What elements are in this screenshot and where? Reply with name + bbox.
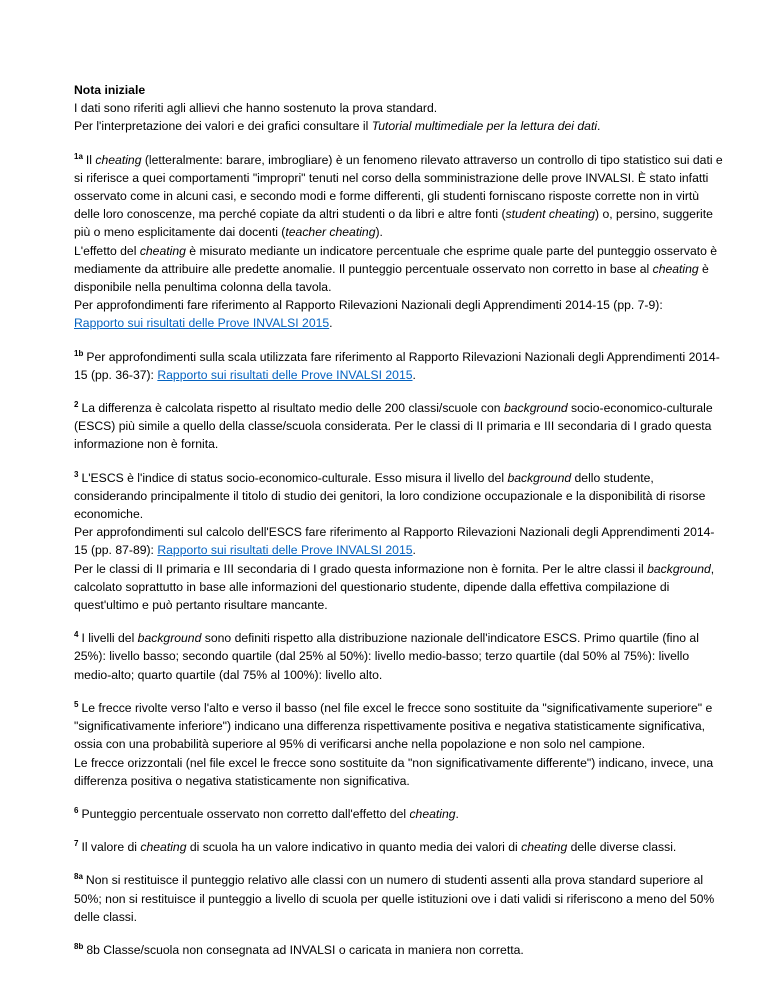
footnote-6-par (74, 805, 728, 823)
footnote-4-par (74, 629, 728, 684)
term-background: background (503, 401, 568, 416)
text: delle diverse classi. (567, 840, 677, 855)
term-background: background (647, 561, 711, 576)
footnote-7 (74, 838, 728, 856)
text: Il (85, 152, 96, 167)
text: Non si restituisce il punteggio relativo alle classi con un numero di studenti assenti alla prova standard superiore al 50%; non si restituisce il punteggio a livello di scuola per quelle istituzioni ove i dati validi si riferiscono a meno del 50% delle classi. (74, 873, 715, 924)
text: socio-economico-culturale (ESCS) più simile a quello della classe/scuola considerata. Per le classi di II primaria e III secondaria di I grado questa informazione non è fornita. (74, 401, 713, 452)
footnote-5-par-1 (74, 699, 728, 754)
intro-line-2-end: . (597, 119, 601, 134)
term-cheating: cheating (95, 152, 142, 167)
term-cheating: cheating (409, 806, 456, 821)
term-background: background (507, 470, 572, 485)
footnote-mark-3: 3 (74, 469, 79, 479)
text: Il valore di (81, 840, 141, 855)
footnote-1a-par-1 (74, 151, 728, 242)
text: . (412, 367, 416, 382)
text: , calcolato soprattutto in base alle informazioni del questionario studente, dipende dalla effettiva compilazione di quest'ultimo e può pertanto risultare mancante. (74, 561, 715, 613)
footnote-3-par-2 (74, 523, 728, 559)
text: . (329, 316, 333, 331)
text: L'ESCS è l'indice di status socio-economico-culturale. Esso misura il livello del (81, 470, 508, 485)
tutorial-title: Tutorial multimediale per la lettura dei dati (371, 119, 598, 134)
text: Per approfondimenti sul calcolo dell'ESCS fare riferimento al Rapporto Rilevazioni Nazionali degli Apprendimenti 2014-15 (pp. 87-89): (74, 525, 715, 558)
intro-line-1: I dati sono riferiti agli allievi che hanno sostenuto la prova standard. (74, 101, 438, 116)
text: di scuola ha un valore indicativo in quanto media dei valori di (186, 840, 522, 855)
footnote-mark-1b: 1b (74, 348, 84, 358)
term-cheating: cheating (140, 840, 187, 855)
text: dello studente, considerando principalmente il titolo di studio dei genitori, la loro condizione occupazionale e la disponibilità di risorse economiche. (74, 470, 706, 522)
text: . (412, 543, 416, 558)
text: 8b Classe/scuola non consegnata ad INVALSI o caricata in maniera non corretta. (86, 942, 524, 957)
footnote-2-par (74, 399, 728, 454)
intro-line-2 (74, 117, 728, 135)
term-teacher-cheating: teacher cheating (285, 225, 376, 240)
text: ) o, persino, suggerite più o meno esplicitamente dai docenti ( (74, 207, 713, 240)
footnote-8a-par (74, 871, 728, 926)
footnote-3-par-1 (74, 469, 728, 524)
text: (letteralmente: barare, imbrogliare) è un fenomeno rilevato attraverso un controllo di tipo statistico sui dati e si riferisce a quei comportamenti "impropri" tenuti nel corso della somministrazione delle prove INVALSI. È stato infatti osservato come in alcuni casi, e secondo modi e forme differenti, gli studenti forniscano risposte corrette non in virtù delle loro conoscenze, ma perché copiate da altri studenti o da libri e altre fonti ( (74, 152, 723, 222)
footnote-mark-1a: 1a (74, 151, 83, 161)
term-student-cheating: student cheating (505, 207, 595, 222)
term-background: background (137, 631, 202, 646)
footnote-4 (74, 629, 728, 684)
intro-section (74, 81, 728, 136)
text: Per approfondimenti sulla scala utilizzata fare riferimento al Rapporto Rilevazioni Nazionali degli Apprendimenti 2014-15 (pp. 36-37): (74, 349, 720, 382)
footnote-1a (74, 151, 728, 333)
invalsi-report-link[interactable]: Rapporto sui risultati delle Prove INVALSI 2015 (157, 367, 413, 382)
text: è misurato mediante un indicatore percentuale che esprime quale parte del punteggio osservato è mediamente da attribuire alle predette anomalie. Il punteggio percentuale osservato non corretto in base al (74, 243, 718, 276)
footnote-8b (74, 941, 728, 959)
footnote-mark-2: 2 (74, 400, 79, 410)
term-cheating: cheating (139, 243, 186, 258)
footnote-7-par (74, 838, 728, 856)
text: Le frecce rivolte verso l'alto e verso il basso (nel file excel le frecce sono sostituite da "significativamente superiore" e "significativamente inferiore") indicano una differenza rispettivamente positiva e negativa statisticamente significativa, ossia con una probabilità superiore al 95% di verificarsi anche nella popolazione e non solo nel campione. (74, 700, 713, 752)
footnote-mark-7: 7 (74, 839, 79, 849)
footnote-mark-5: 5 (74, 699, 79, 709)
text: Punteggio percentuale osservato non corretto dall'effetto del (81, 806, 410, 821)
footnote-mark-6: 6 (74, 805, 79, 815)
intro-line-2-text: Per l'interpretazione dei valori e dei grafici consultare il (74, 119, 372, 134)
text: I livelli del (81, 631, 138, 646)
footnote-mark-8a: 8a (74, 872, 83, 882)
footnote-2 (74, 399, 728, 454)
text: L'effetto del (74, 243, 140, 258)
footnote-mark-8b: 8b (74, 941, 84, 951)
footnote-1b-par (74, 348, 728, 384)
invalsi-report-link[interactable]: Rapporto sui risultati delle Prove INVALSI 2015 (74, 316, 330, 331)
footnote-5 (74, 699, 728, 790)
footnote-5-par-2: Le frecce orizzontali (nel file excel le frecce sono sostituite da "non significativamente differente") indicano, invece, una differenza positiva o negativa statisticamente non significativa. (74, 755, 714, 788)
footnote-1a-par-3: Per approfondimenti fare riferimento al Rapporto Rilevazioni Nazionali degli Apprendimenti 2014-15 (pp. 7-9): (74, 298, 663, 313)
footnote-3-par-3 (74, 560, 728, 615)
text: La differenza è calcolata rispetto al risultato medio delle 200 classi/scuole con (81, 401, 504, 416)
term-cheating: cheating (521, 840, 568, 855)
term-cheating: cheating (652, 261, 699, 276)
text: ). (375, 225, 383, 240)
text: è disponibile nella penultima colonna della tavola. (74, 261, 709, 295)
footnote-3 (74, 469, 728, 615)
intro-title: Nota iniziale (74, 83, 146, 97)
footnote-1b (74, 348, 728, 384)
footnote-6 (74, 805, 728, 823)
text: sono definiti rispetto alla distribuzione nazionale dell'indicatore ESCS. Primo quartile (fino al 25%): livello basso; secondo quartile (dal 25% al 50%): livello medio-basso; terzo quartile (dal 50% al 75%): livello medio-alto; quarto quartile (dal 75% al 100%): livello alto. (74, 631, 699, 682)
footnote-8a (74, 871, 728, 926)
footnote-mark-4: 4 (74, 630, 79, 640)
invalsi-report-link[interactable]: Rapporto sui risultati delle Prove INVALSI 2015 (157, 543, 413, 558)
footnote-8b-par (74, 941, 728, 959)
footnote-1a-par-2 (74, 242, 728, 297)
text: . (455, 806, 459, 821)
text: Per le classi di II primaria e III secondaria di I grado questa informazione non è fornita. Per le altre classi il (74, 561, 648, 576)
footnote-1a-par-4 (74, 314, 728, 332)
